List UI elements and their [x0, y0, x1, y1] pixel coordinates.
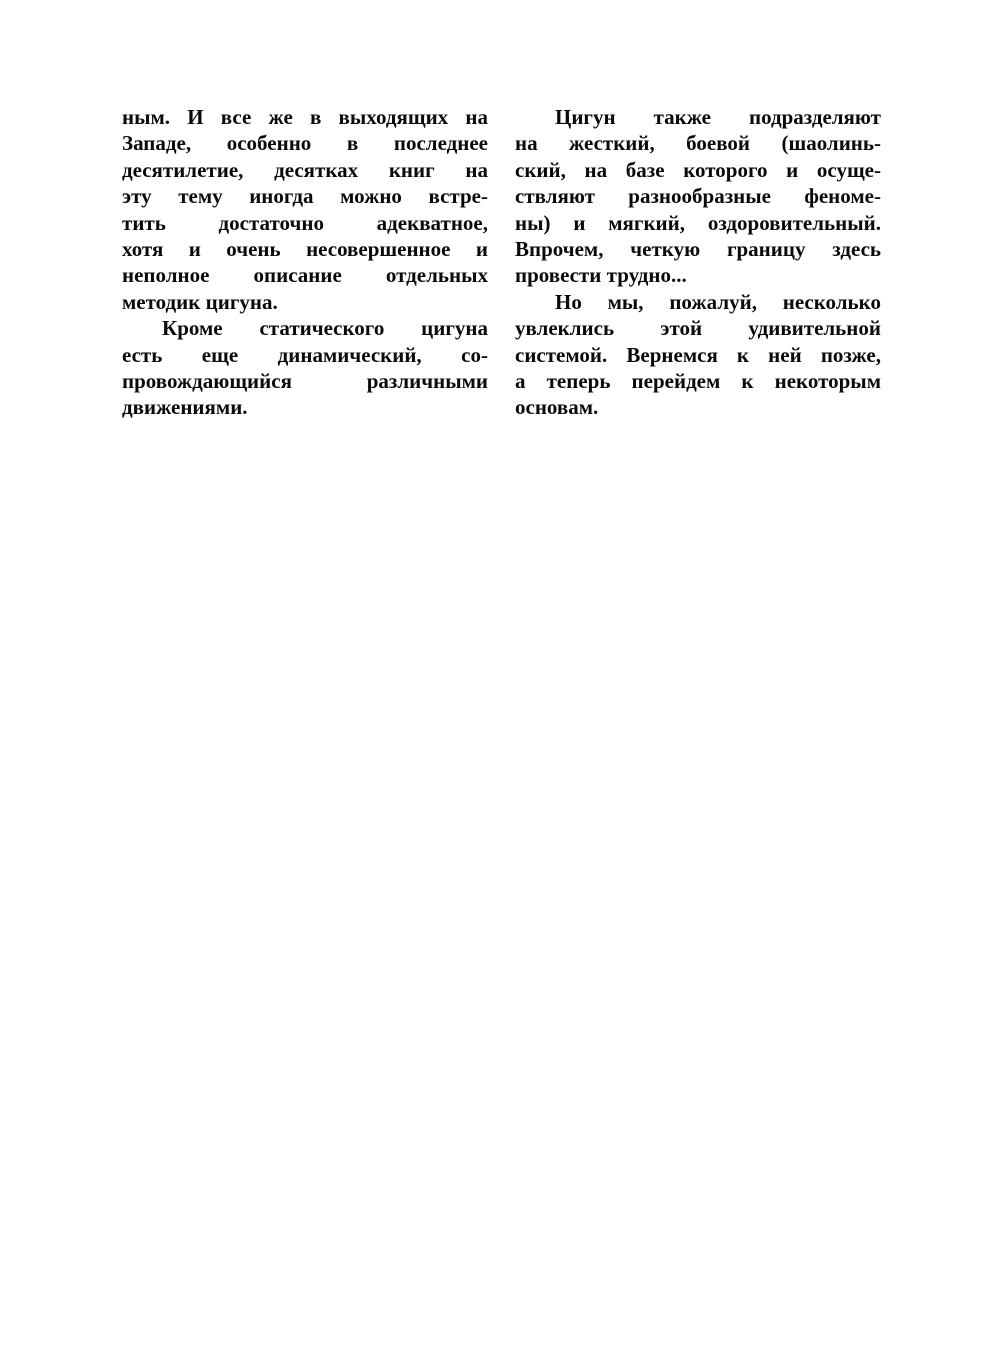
text-line: системой. Вернемся к ней позже,	[515, 342, 881, 367]
text-line: тить достаточно адекватное,	[122, 210, 488, 235]
text-line: Впрочем, четкую границу здесь	[515, 236, 881, 261]
text-line: провести трудно...	[515, 263, 687, 288]
text-line: ным. И все же в выходящих на	[122, 105, 488, 129]
text-line: увлеклись этой удивительной	[515, 316, 881, 341]
text-line: ны) и мягкий, оздоровительный.	[515, 210, 881, 235]
text-line: десятилетие, десятках книг на	[122, 157, 488, 182]
left-text-column	[122, 104, 488, 421]
text-line: Но мы, пожалуй, несколько	[555, 289, 881, 314]
text-line: ский, на базе которого и осуще-	[515, 157, 881, 182]
text-line: ствляют разнообразные феноме-	[515, 184, 881, 209]
text-line: Кроме статического цигуна	[162, 316, 488, 341]
text-line: а теперь перейдем к некоторым	[515, 368, 881, 393]
text-line: Цигун также подразделяют	[555, 105, 881, 129]
text-line: движениями.	[122, 395, 248, 420]
text-line: есть еще динамический, со-	[122, 342, 488, 367]
text-line: хотя и очень несовершенное и	[122, 236, 488, 261]
text-line: неполное описание отдельных	[122, 263, 488, 288]
text-line: Западе, особенно в последнее	[122, 131, 488, 156]
text-line: на жесткий, боевой (шаолинь-	[515, 131, 881, 156]
text-line: методик цигуна.	[122, 289, 278, 314]
text-line: эту тему иногда можно встре-	[122, 184, 488, 209]
text-line: провождающийся различными	[122, 368, 488, 393]
right-text-column	[515, 104, 881, 421]
text-line: основам.	[515, 395, 599, 420]
